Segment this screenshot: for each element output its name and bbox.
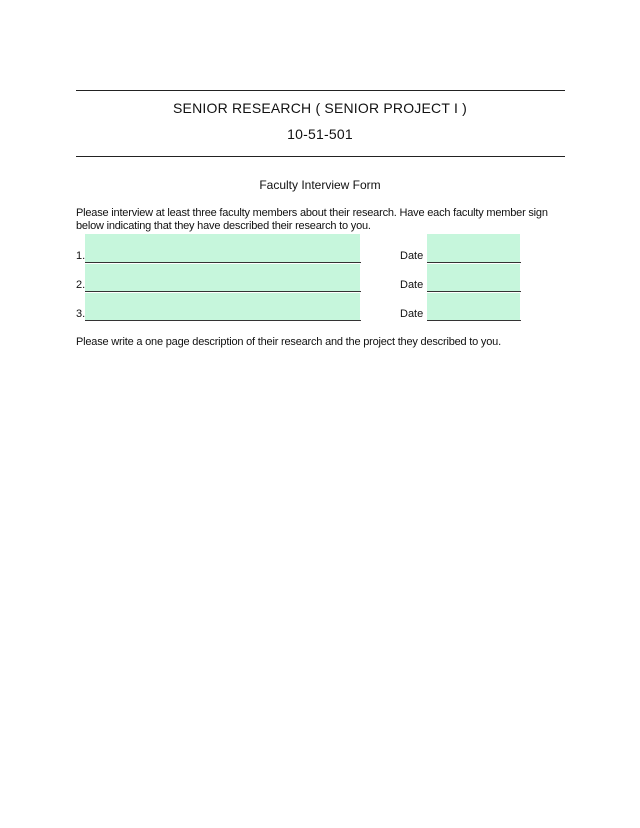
date-label-1: Date [400, 250, 424, 262]
header-bottom-rule [76, 156, 565, 157]
date-field-2[interactable] [427, 264, 520, 292]
date-label-3: Date [400, 308, 424, 320]
signature-field-3[interactable] [85, 293, 360, 321]
closing-instruction: Please write a one page description of their research and the project they described to you. [76, 336, 501, 348]
signature-field-2[interactable] [85, 264, 360, 292]
top-rule [76, 90, 565, 91]
date-line-3 [427, 320, 521, 321]
signature-line-2 [85, 291, 361, 292]
row-number-2: 2. [76, 279, 86, 291]
date-line-1 [427, 262, 521, 263]
row-number-3: 3. [76, 308, 86, 320]
signature-field-1[interactable] [85, 234, 360, 262]
date-label-2: Date [400, 279, 424, 291]
date-line-2 [427, 291, 521, 292]
document-title: SENIOR RESEARCH ( SENIOR PROJECT I ) [173, 100, 467, 116]
row-number-1: 1. [76, 250, 86, 262]
instructions-text: Please interview at least three faculty members about their research. Have each faculty member sign below indicating that they have described their research to you. [76, 207, 548, 232]
date-field-3[interactable] [427, 293, 520, 321]
course-number: 10-51-501 [287, 126, 353, 142]
signature-line-1 [85, 262, 361, 263]
date-field-1[interactable] [427, 234, 520, 262]
signature-line-3 [85, 320, 361, 321]
form-title: Faculty Interview Form [259, 178, 381, 192]
